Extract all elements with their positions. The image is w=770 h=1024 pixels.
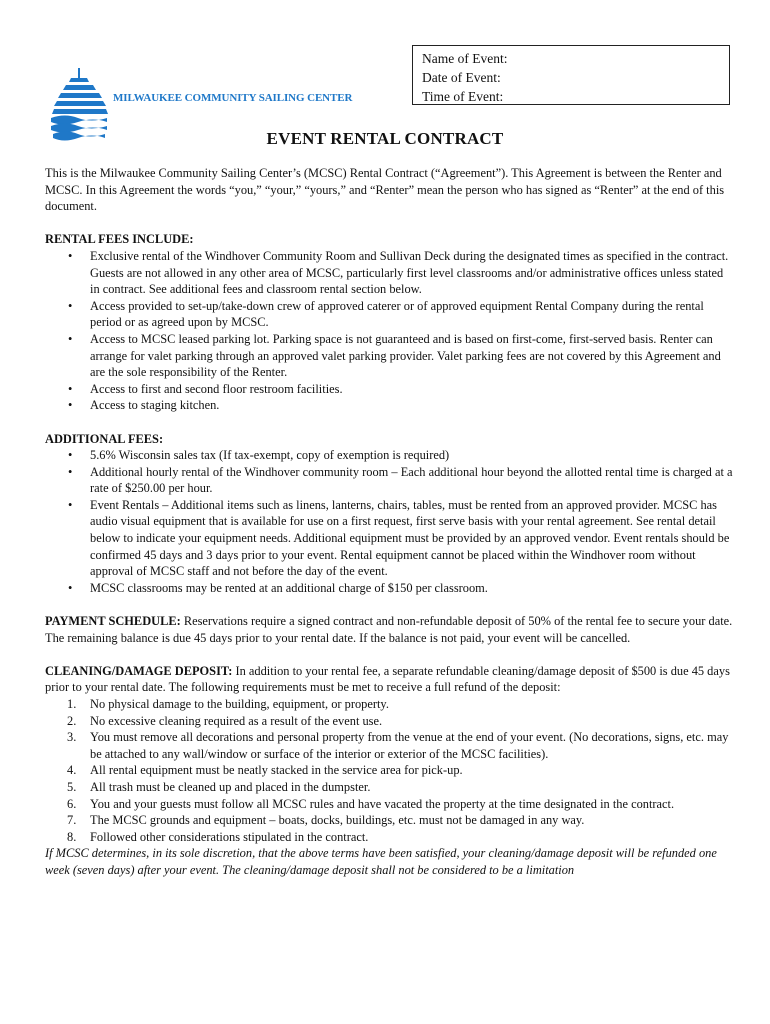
event-info-box[interactable]: [412, 45, 730, 105]
additional-fees-heading: ADDITIONAL FEES:: [45, 431, 164, 446]
list-item: • Access to staging kitchen.: [90, 397, 735, 414]
additional-fees-list: [45, 447, 735, 596]
list-item: 7. The MCSC grounds and equipment – boats, docks, buildings, etc. must not be damaged in any way.: [67, 813, 585, 828]
rental-fees-heading: RENTAL FEES INCLUDE:: [45, 232, 194, 247]
list-item: • 5.6% Wisconsin sales tax (If tax-exempt, copy of exemption is required): [90, 447, 735, 464]
list-item: • Event Rentals – Additional items such as linens, lanterns, chairs, tables, must be rented from an approved provider. MCSC has audio visual equipment that is available for use on a first request, first serve basis with your rental agreement. See rental detail below to indicate your equipment needs. Additional equipment must be provided by an approved vendor. Event rentals should be confirmed 45 days and 3 days prior to your event. Rental equipment cannot be placed within the Windhover room without approval of MCSC staff and not before the day of the event.: [90, 497, 735, 580]
list-item: • MCSC classrooms may be rented at an additional charge of $150 per classroom.: [90, 580, 735, 597]
list-item: • Additional hourly rental of the Windhover community room – Each additional hour beyond the allotted rental time is charged at a rate of $250.00 per hour.: [90, 464, 735, 497]
event-date-field[interactable]: Date of Event:: [422, 70, 501, 85]
payment-schedule-text: Reservations require a signed contract and non-refundable deposit of 50% of the rental fee to secure your date. The remaining balance is due 45 days prior to your rental date. If the balance is not paid, your event will be cancelled.: [45, 614, 733, 645]
list-item: 2. No excessive cleaning required as a result of the event use.: [67, 713, 383, 728]
intro-paragraph: This is the Milwaukee Community Sailing Center’s (MCSC) Rental Contract (“Agreement”). This Agreement is between the Renter and MCSC. In this Agreement the words “you,” “your,” “yours,” and “Renter” mean the person who has signed as “Renter” at the end of this document.: [45, 166, 725, 214]
list-item: 8. Followed other considerations stipulated in the contract.: [67, 829, 369, 844]
deposit-closing-text: If MCSC determines, in its sole discretion, that the above terms have been satisfied, your cleaning/damage deposit will be refunded one week (seven days) after your event. The cleaning/damage deposit shall not be considered to be a limitation: [45, 846, 717, 877]
page-title: EVENT RENTAL CONTRACT: [266, 129, 504, 148]
deposit-text: In addition to your rental fee, a separate refundable cleaning/damage deposit of $500 is due 45 days prior to your rental date. The following requirements must be met to receive a full refund of the deposit:: [45, 663, 730, 695]
list-item: • Exclusive rental of the Windhover Community Room and Sullivan Deck during the designated times as specified in the contract. Guests are not allowed in any other area of MCSC, particularly first level classrooms and/or administrative offices unless stated in contract. See additional fees and classroom rental section below.: [90, 248, 735, 298]
list-item: 3. You must remove all decorations and personal property from the venue at the end of your event. (No decorations, signs, etc. may be attached to any wall/window or surface of the interior or exterior of the MCSC facilities).: [67, 730, 729, 761]
contract-body: [45, 165, 735, 879]
deposit-heading: CLEANING/DAMAGE DEPOSIT:: [45, 663, 233, 678]
event-time-field[interactable]: Time of Event:: [422, 89, 504, 104]
payment-schedule-paragraph: [45, 613, 735, 646]
payment-schedule-heading: PAYMENT SCHEDULE:: [45, 614, 181, 629]
list-item: • Access provided to set-up/take-down crew of approved caterer or of approved equipment Rental Company during the rental period or as agreed upon by MCSC.: [90, 298, 735, 331]
organization-name: MILWAUKEE COMMUNITY SAILING CENTER: [113, 92, 353, 104]
list-item: 1. No physical damage to the building, equipment, or property.: [67, 697, 389, 711]
deposit-requirements-list: [45, 696, 735, 845]
list-item: 4. All rental equipment must be neatly stacked in the service area for pick-up.: [67, 763, 463, 778]
deposit-paragraph: [45, 663, 735, 696]
list-item: • Access to first and second floor restroom facilities.: [90, 381, 735, 398]
rental-fees-list: [45, 248, 735, 414]
list-item: 5. All trash must be cleaned up and placed in the dumpster.: [67, 779, 371, 794]
list-item: • Access to MCSC leased parking lot. Parking space is not guaranteed and is based on first-come, first-served basis. Renter can arrange for valet parking through an approved valet parking provider. Valet parking fees are not covered by this Agreement and are the sole responsibility of the Renter.: [90, 331, 735, 381]
list-item: 6. You and your guests must follow all MCSC rules and have vacated the property at the time designated in the contract.: [67, 796, 675, 811]
event-name-field[interactable]: Name of Event:: [422, 51, 508, 66]
